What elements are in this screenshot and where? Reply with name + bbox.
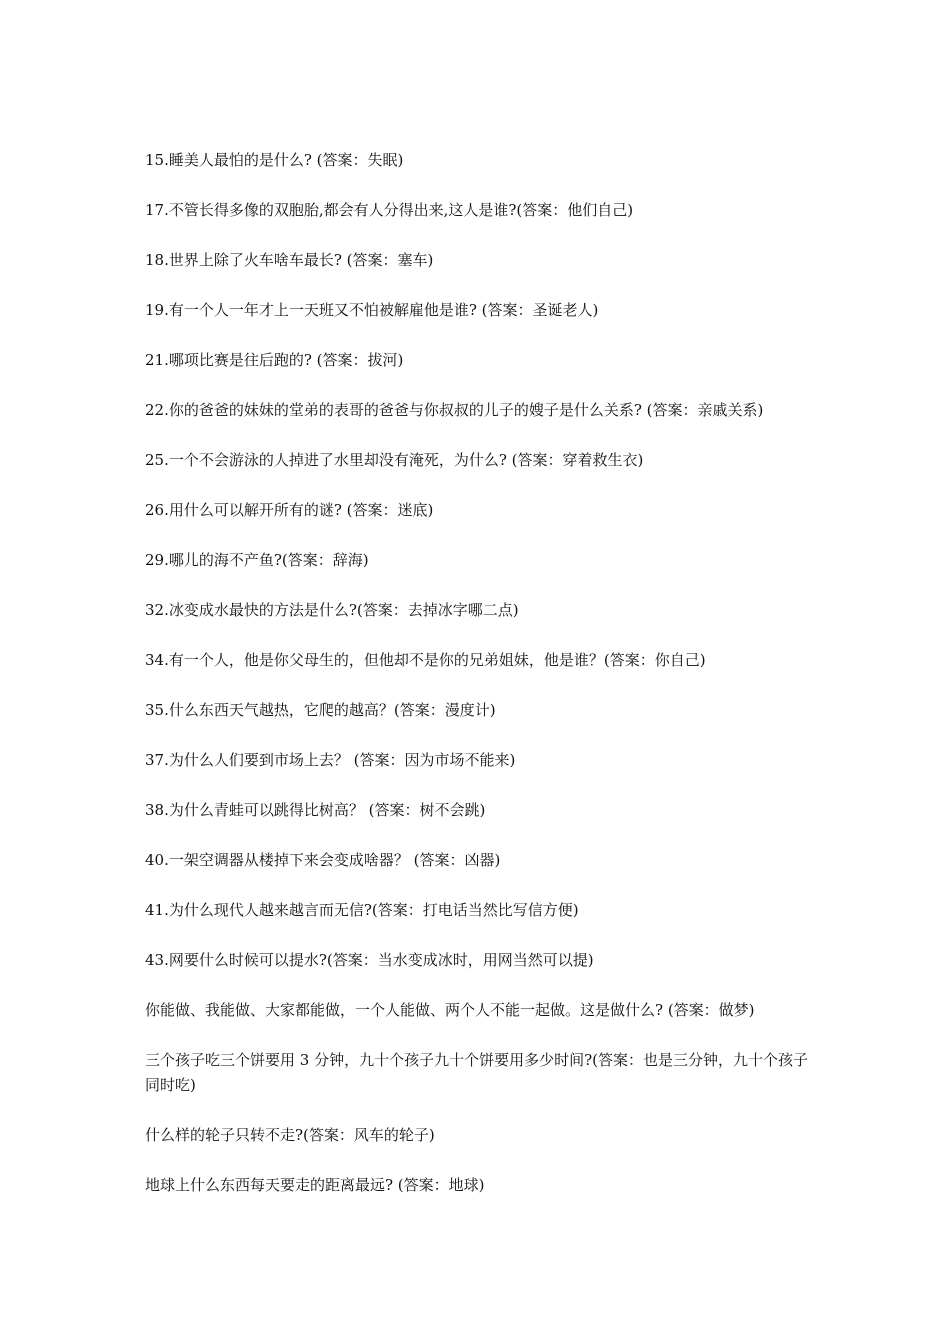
riddle-item: 15.睡美人最怕的是什么? (答案：失眠): [145, 151, 404, 169]
riddle-item: 34.有一个人，他是你父母生的，但他却不是你的兄弟姐妹，他是谁？(答案：你自己): [145, 651, 706, 669]
riddle-list: [145, 148, 810, 1223]
riddle-item: 17.不管长得多像的双胞胎,都会有人分得出来,这人是谁?(答案：他们自己): [145, 201, 634, 219]
riddle-item: 29.哪儿的海不产鱼?(答案：辞海): [145, 551, 369, 569]
riddle-item: 三个孩子吃三个饼要用 3 分钟，九十个孩子九十个饼要用多少时间?(答案：也是三分钟，九十个孩子同时吃): [145, 1051, 808, 1094]
riddle-item: 19.有一个人一年才上一天班又不怕被解雇他是谁? (答案：圣诞老人): [145, 301, 599, 319]
riddle-item: 26.用什么可以解开所有的谜? (答案：迷底): [145, 501, 434, 519]
riddle-item: 40.一架空调器从楼掉下来会变成啥器？ (答案：凶器): [145, 851, 501, 869]
riddle-item: 地球上什么东西每天要走的距离最远? (答案：地球): [145, 1176, 485, 1194]
riddle-item: 25.一个不会游泳的人掉进了水里却没有淹死，为什么? (答案：穿着救生衣): [145, 451, 644, 469]
riddle-item: 32.冰变成水最快的方法是什么?(答案：去掉冰字哪二点): [145, 601, 519, 619]
riddle-item: 41.为什么现代人越来越言而无信?(答案：打电话当然比写信方便): [145, 901, 579, 919]
riddle-item: 什么样的轮子只转不走?(答案：风车的轮子): [145, 1126, 435, 1144]
riddle-item: 43.网要什么时候可以提水?(答案：当水变成冰时，用网当然可以提): [145, 951, 594, 969]
riddle-item: 37.为什么人们要到市场上去？ (答案：因为市场不能来): [145, 751, 516, 769]
riddle-item: 38.为什么青蛙可以跳得比树高？ (答案：树不会跳): [145, 801, 486, 819]
riddle-item: 你能做、我能做、大家都能做，一个人能做、两个人不能一起做。这是做什么? (答案：做梦): [145, 1001, 755, 1019]
riddle-item: 35.什么东西天气越热，它爬的越高？(答案：漫度计): [145, 701, 496, 719]
riddle-item: 21.哪项比赛是往后跑的? (答案：拔河): [145, 351, 404, 369]
riddle-item: 18.世界上除了火车啥车最长? (答案：塞车): [145, 251, 434, 269]
riddle-item: 22.你的爸爸的妹妹的堂弟的表哥的爸爸与你叔叔的儿子的嫂子是什么关系? (答案：亲戚关系): [145, 401, 764, 419]
